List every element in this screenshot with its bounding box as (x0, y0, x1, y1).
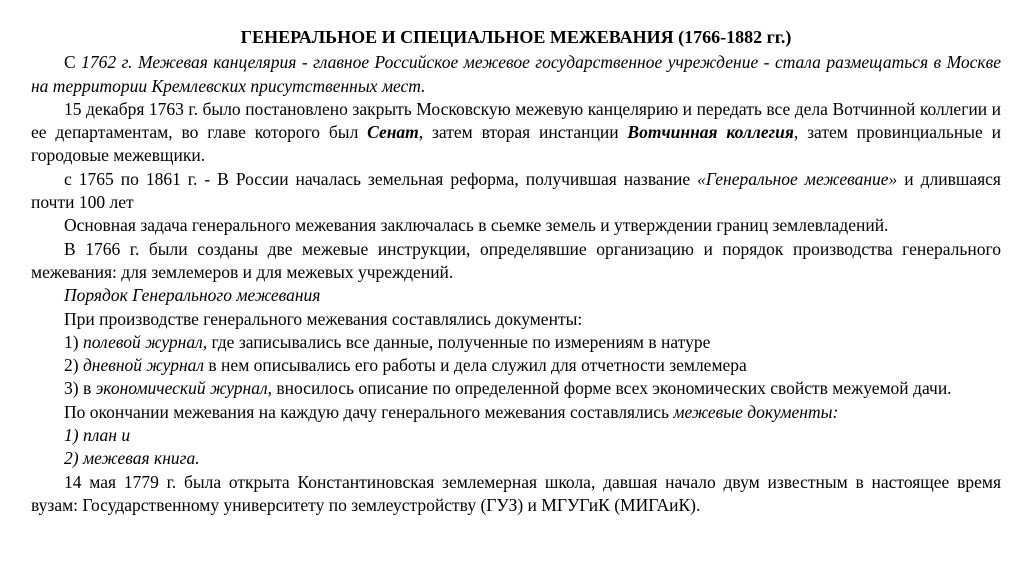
doc2: 2) межевая книга. (64, 448, 200, 469)
document-page (31, 26, 1001, 517)
p8-text: По окончании межевания на каждую дачу генерального межевания составлялись (64, 401, 674, 422)
item2-num: 2) (64, 355, 83, 376)
p3-text1: с 1765 по 1861 г. - В России началась земельная реформа, получившая название (64, 168, 698, 189)
p8-italic: межевые документы: (673, 401, 839, 422)
item3-num: 3) в (64, 378, 96, 399)
paragraph-documents-intro: При производстве генерального межевания составлялись документы: (64, 308, 583, 329)
p2-text2: , затем вторая инстанции (418, 122, 628, 143)
paragraph-1779: 14 мая 1779 г. была открыта Константиновская землемерная школа, давшая начало двум известным в настоящее время вузам: Государственному университету по землеустройству (ГУЗ) и МГУГиК (МИГАиК). (31, 471, 1001, 515)
paragraph-1766: В 1766 г. были созданы две межевые инструкции, определявшие организацию и порядок производства генерального межевания: для землемеров и для межевых учреждений. (31, 238, 1001, 282)
item2-text: в нем описывались его работы и дела служил для отчетности землемера (204, 355, 747, 376)
section-heading-order (31, 284, 1001, 307)
p1-italic: 1762 г. Межевая канцелярия - главное Российское межевое государственное учреждение - стала размещаться в Москве на территории Кремлевских присутственных мест. (31, 52, 1001, 96)
page-title: ГЕНЕРАЛЬНОЕ И СПЕЦИАЛЬНОЕ МЕЖЕВАНИЯ (1766-1882 гг.) (240, 27, 792, 47)
list-item-book (31, 447, 1001, 470)
item1-italic: полевой журнал, (82, 331, 208, 352)
p2-senat: Сенат (367, 122, 419, 143)
doc1: 1) план и (64, 425, 131, 446)
paragraph-1762 (31, 51, 1001, 98)
paragraph-reform (31, 168, 1001, 215)
p3-italic: «Генеральное межевание» (697, 168, 898, 189)
list-item-plan (31, 424, 1001, 447)
p2-text1: 15 декабря 1763 г. было постановлено закрыть Московскую межевую канцелярию и передать все дела Вотчинной коллегии и ее департаментам, во главе которого был (31, 98, 1001, 143)
item1-num: 1) (64, 331, 83, 352)
p2-votchinnaya: Вотчинная коллегия (627, 122, 794, 143)
p3-text2: и длившаяся почти 100 лет (31, 168, 1001, 213)
paragraph-boundary-docs (31, 401, 1001, 424)
list-item-economic-journal (31, 377, 1001, 400)
item2-italic: дневной журнал (82, 355, 205, 376)
item3-italic: экономический журнал (95, 378, 268, 399)
list-item-field-journal (31, 331, 1001, 354)
order-heading: Порядок Генерального межевания (64, 285, 321, 306)
paragraph-main-task: Основная задача генерального межевания заключалась в сьемке земель и утверждении границ землевладений. (64, 215, 889, 236)
p2-text3: , затем провинциальные и городовые межевщики. (31, 122, 1001, 166)
item3-text: , вносилось описание по определенной форме всех экономических свойств межуемой дачи. (267, 378, 952, 399)
paragraph-1763 (31, 98, 1001, 168)
list-item-day-journal (31, 354, 1001, 377)
p1-lead: С (64, 52, 82, 73)
item1-text: где записывались все данные, полученные по измерениям в натуре (207, 331, 711, 352)
